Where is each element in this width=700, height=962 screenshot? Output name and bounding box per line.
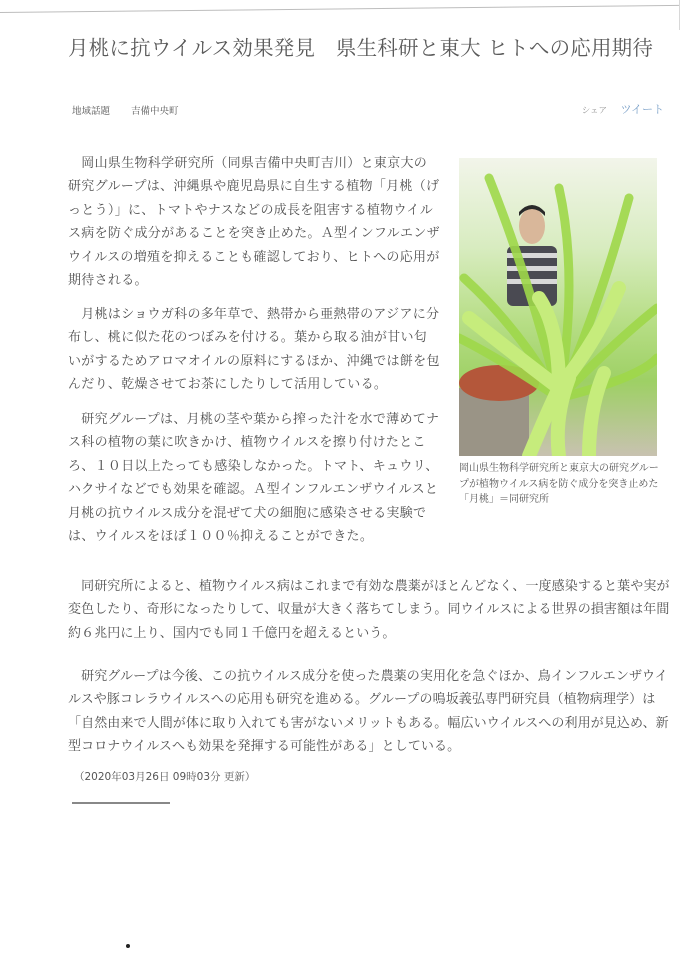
photo-caption: 岡山県生物科学研究所と東京大の研究グループが植物ウイルス病を防ぐ成分を突き止めた「月桃」＝同研究所: [459, 463, 659, 505]
article-photo[interactable]: [459, 158, 657, 456]
stray-dot: [126, 944, 130, 948]
tweet-button[interactable]: ツイート: [620, 103, 664, 116]
paragraph-4: 同研究所によると、植物ウイルス病はこれまで有効な農薬がほとんどなく、一度感染すると葉や実が変色したり、奇形になったりして、収量が大きく落ちてしまう。同ウイルスによる世界の損害額は年間約６兆円に上り、国内でも同１千億円を超えるという。: [68, 579, 670, 641]
social-buttons: [582, 101, 664, 117]
plant-photo-illustration: [459, 158, 657, 456]
page-edge: [679, 0, 680, 30]
paragraph-1: 岡山県生物科学研究所（同県吉備中央町吉川）と東京大の研究グループは、沖縄県や鹿児島県に自生する植物「月桃（げっとう）」に、トマトやナスなどの成長を阻害する植物ウイルス病を防ぐ成分があることを突き止めた。Ａ型インフルエンザウイルスの増殖を抑えることも確認しており、ヒトへの応用が期待される。: [68, 156, 440, 289]
share-button[interactable]: シェア: [581, 106, 608, 116]
top-divider: [0, 5, 680, 13]
paragraph-2: 月桃はショウガ科の多年草で、熱帯から亜熱帯のアジアに分布し、桃に似た花のつぼみを付ける。葉から取る油が甘い匂いがするためアロマオイルの原料にするほか、沖縄では餅を包んだり、乾燥させてお茶にしたりして活用している。: [68, 307, 440, 393]
updated-timestamp: （2020年03月26日 09時03分 更新）: [74, 771, 256, 783]
bottom-divider: [72, 802, 170, 804]
article-headline: 月桃に抗ウイルス効果発見 県生科研と東大 ヒトへの応用期待: [68, 36, 654, 60]
paragraph-3: 研究グループは、月桃の茎や葉から搾った汁を水で薄めてナス科の植物の葉に吹きかけ、植物ウイルスを擦り付けたところ、１０日以上たっても感染しなかった。トマト、キュウリ、ハクサイなどでも効果を確認。Ａ型インフルエンザウイルスと月桃の抗ウイルス成分を混ぜて犬の細胞に感染させる実験では、ウイルスをほぼ１００％抑えることができた。: [68, 412, 440, 545]
paragraph-5: 研究グループは今後、この抗ウイルス成分を使った農薬の実用化を急ぐほか、鳥インフルエンザウイルスや豚コレラウイルスへの応用も研究を進める。グループの鳴坂義弘専門研究員（植物病理学）は「自然由来で人間が体に取り入れても害がないメリットもある。幅広いウイルスへの利用が見込め、新型コロナウイルスへも効果を発揮する可能性がある」としている。: [68, 669, 669, 755]
article-meta: [72, 103, 197, 117]
location-link[interactable]: 吉備中央町: [131, 106, 179, 117]
category-link[interactable]: 地域話題: [72, 106, 111, 117]
